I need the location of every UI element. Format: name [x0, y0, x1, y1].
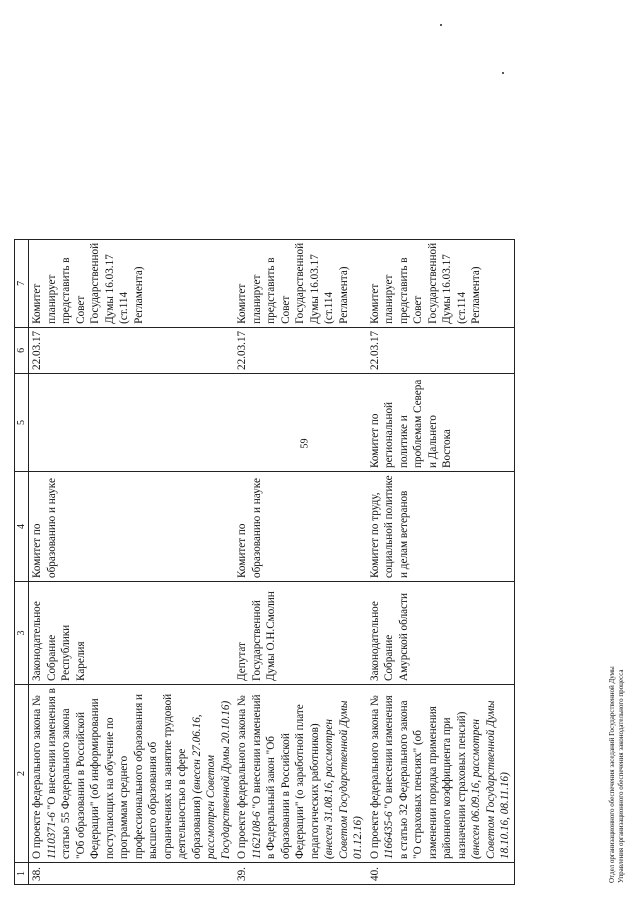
col-number-2: 2: [15, 685, 29, 863]
page-number: 59: [299, 438, 311, 449]
plan-note: Комитет планирует представить в Совет Государственной Думы 16.03.17 (ст.114 Регламента): [367, 239, 515, 327]
bill-note: (внесен 27.06.16, рассмотрен Советом Государственной Думы 20.10.16): [190, 700, 232, 859]
co-committee: [29, 374, 235, 472]
table-row: [29, 239, 235, 884]
header-row: [15, 239, 29, 884]
table-row: [234, 239, 367, 884]
bill-note: (внесен 31.08.16, рассмотрен Советом Государственной Думы 01.12.16): [323, 700, 364, 859]
co-committee: Комитет по региональной политике и проблемам Севера и Дальнего Востока: [367, 374, 515, 472]
plan-note: Комитет планирует представить в Совет Государственной Думы 16.03.17 (ст.114 Регламента): [234, 239, 367, 327]
bill-title: О проекте федерального закона №: [368, 695, 381, 859]
col-number-3: 3: [15, 582, 29, 685]
bill-number: 1162108-6: [250, 811, 263, 859]
footer: [608, 666, 626, 883]
row-number: 38.: [29, 863, 235, 885]
bill-text: "О внесении изменения в статью 32 Федерального закона "О страховых пенсиях" (об изменении порядка применения районного коэффициента при назначении страховых пенсий): [383, 695, 468, 859]
bill-number: 1110371-6: [45, 812, 58, 859]
responsible-committee: Комитет по образованию и науке: [234, 472, 367, 582]
col-number-1: 1: [15, 863, 29, 885]
col-number-4: 4: [15, 472, 29, 582]
bill-description: [234, 685, 367, 863]
responsible-committee: Комитет по образованию и науке: [29, 472, 235, 582]
initiator: Законодательное Собрание Республики Карелия: [29, 582, 235, 685]
plan-note: Комитет планирует представить в Совет Государственной Думы 16.03.17 (ст.114 Регламента): [29, 239, 235, 327]
bill-title: О проекте федерального закона №: [31, 695, 43, 859]
bill-number: 1166435-6: [383, 811, 395, 859]
initiator: Законодательное Собрание Амурской области: [367, 582, 515, 685]
col-number-5: 5: [15, 374, 29, 472]
bill-text: "О внесении изменений в Федеральный закон "Об образовании в Российской Федерации" (о заработной плате педагогических работников): [250, 694, 321, 859]
footer-line-2: Управления организационного обеспечения законодательного процесса: [617, 669, 625, 883]
col-number-6: 6: [15, 327, 29, 373]
bill-description: [367, 685, 515, 863]
co-committee: [234, 374, 367, 472]
row-number: 39.: [234, 863, 367, 885]
date: 22.03.17: [29, 327, 235, 373]
col-number-7: 7: [15, 239, 29, 327]
bill-title: О проекте федерального закона №: [236, 695, 248, 859]
bill-note: (внесен 06.09.16, рассмотрен Советом Государственной Думы 18.10.16, 08.11.16): [470, 700, 511, 859]
bill-text: "О внесении изменения в статью 55 Федерального закона "Об образовании в Российской Федерации" (об информировании поступающих на обучение по программам среднего профессионального образования и высшего образования об ограничениях на занятие трудовой деятельностью в сфере образования): [45, 688, 203, 859]
responsible-committee: Комитет по труду, социальной политике и делам ветеранов: [367, 472, 515, 582]
date: 22.03.17: [367, 327, 515, 373]
table-row: [367, 239, 515, 884]
bills-table: [14, 239, 515, 885]
bill-description: [29, 685, 235, 863]
initiator: Депутат Государственной Думы О.Н.Смолин: [234, 582, 367, 685]
date: 22.03.17: [234, 327, 367, 373]
footer-line-1: Отдел организационного обеспечения заседаний Государственной Думы: [608, 666, 616, 883]
row-number: 40.: [367, 863, 515, 885]
